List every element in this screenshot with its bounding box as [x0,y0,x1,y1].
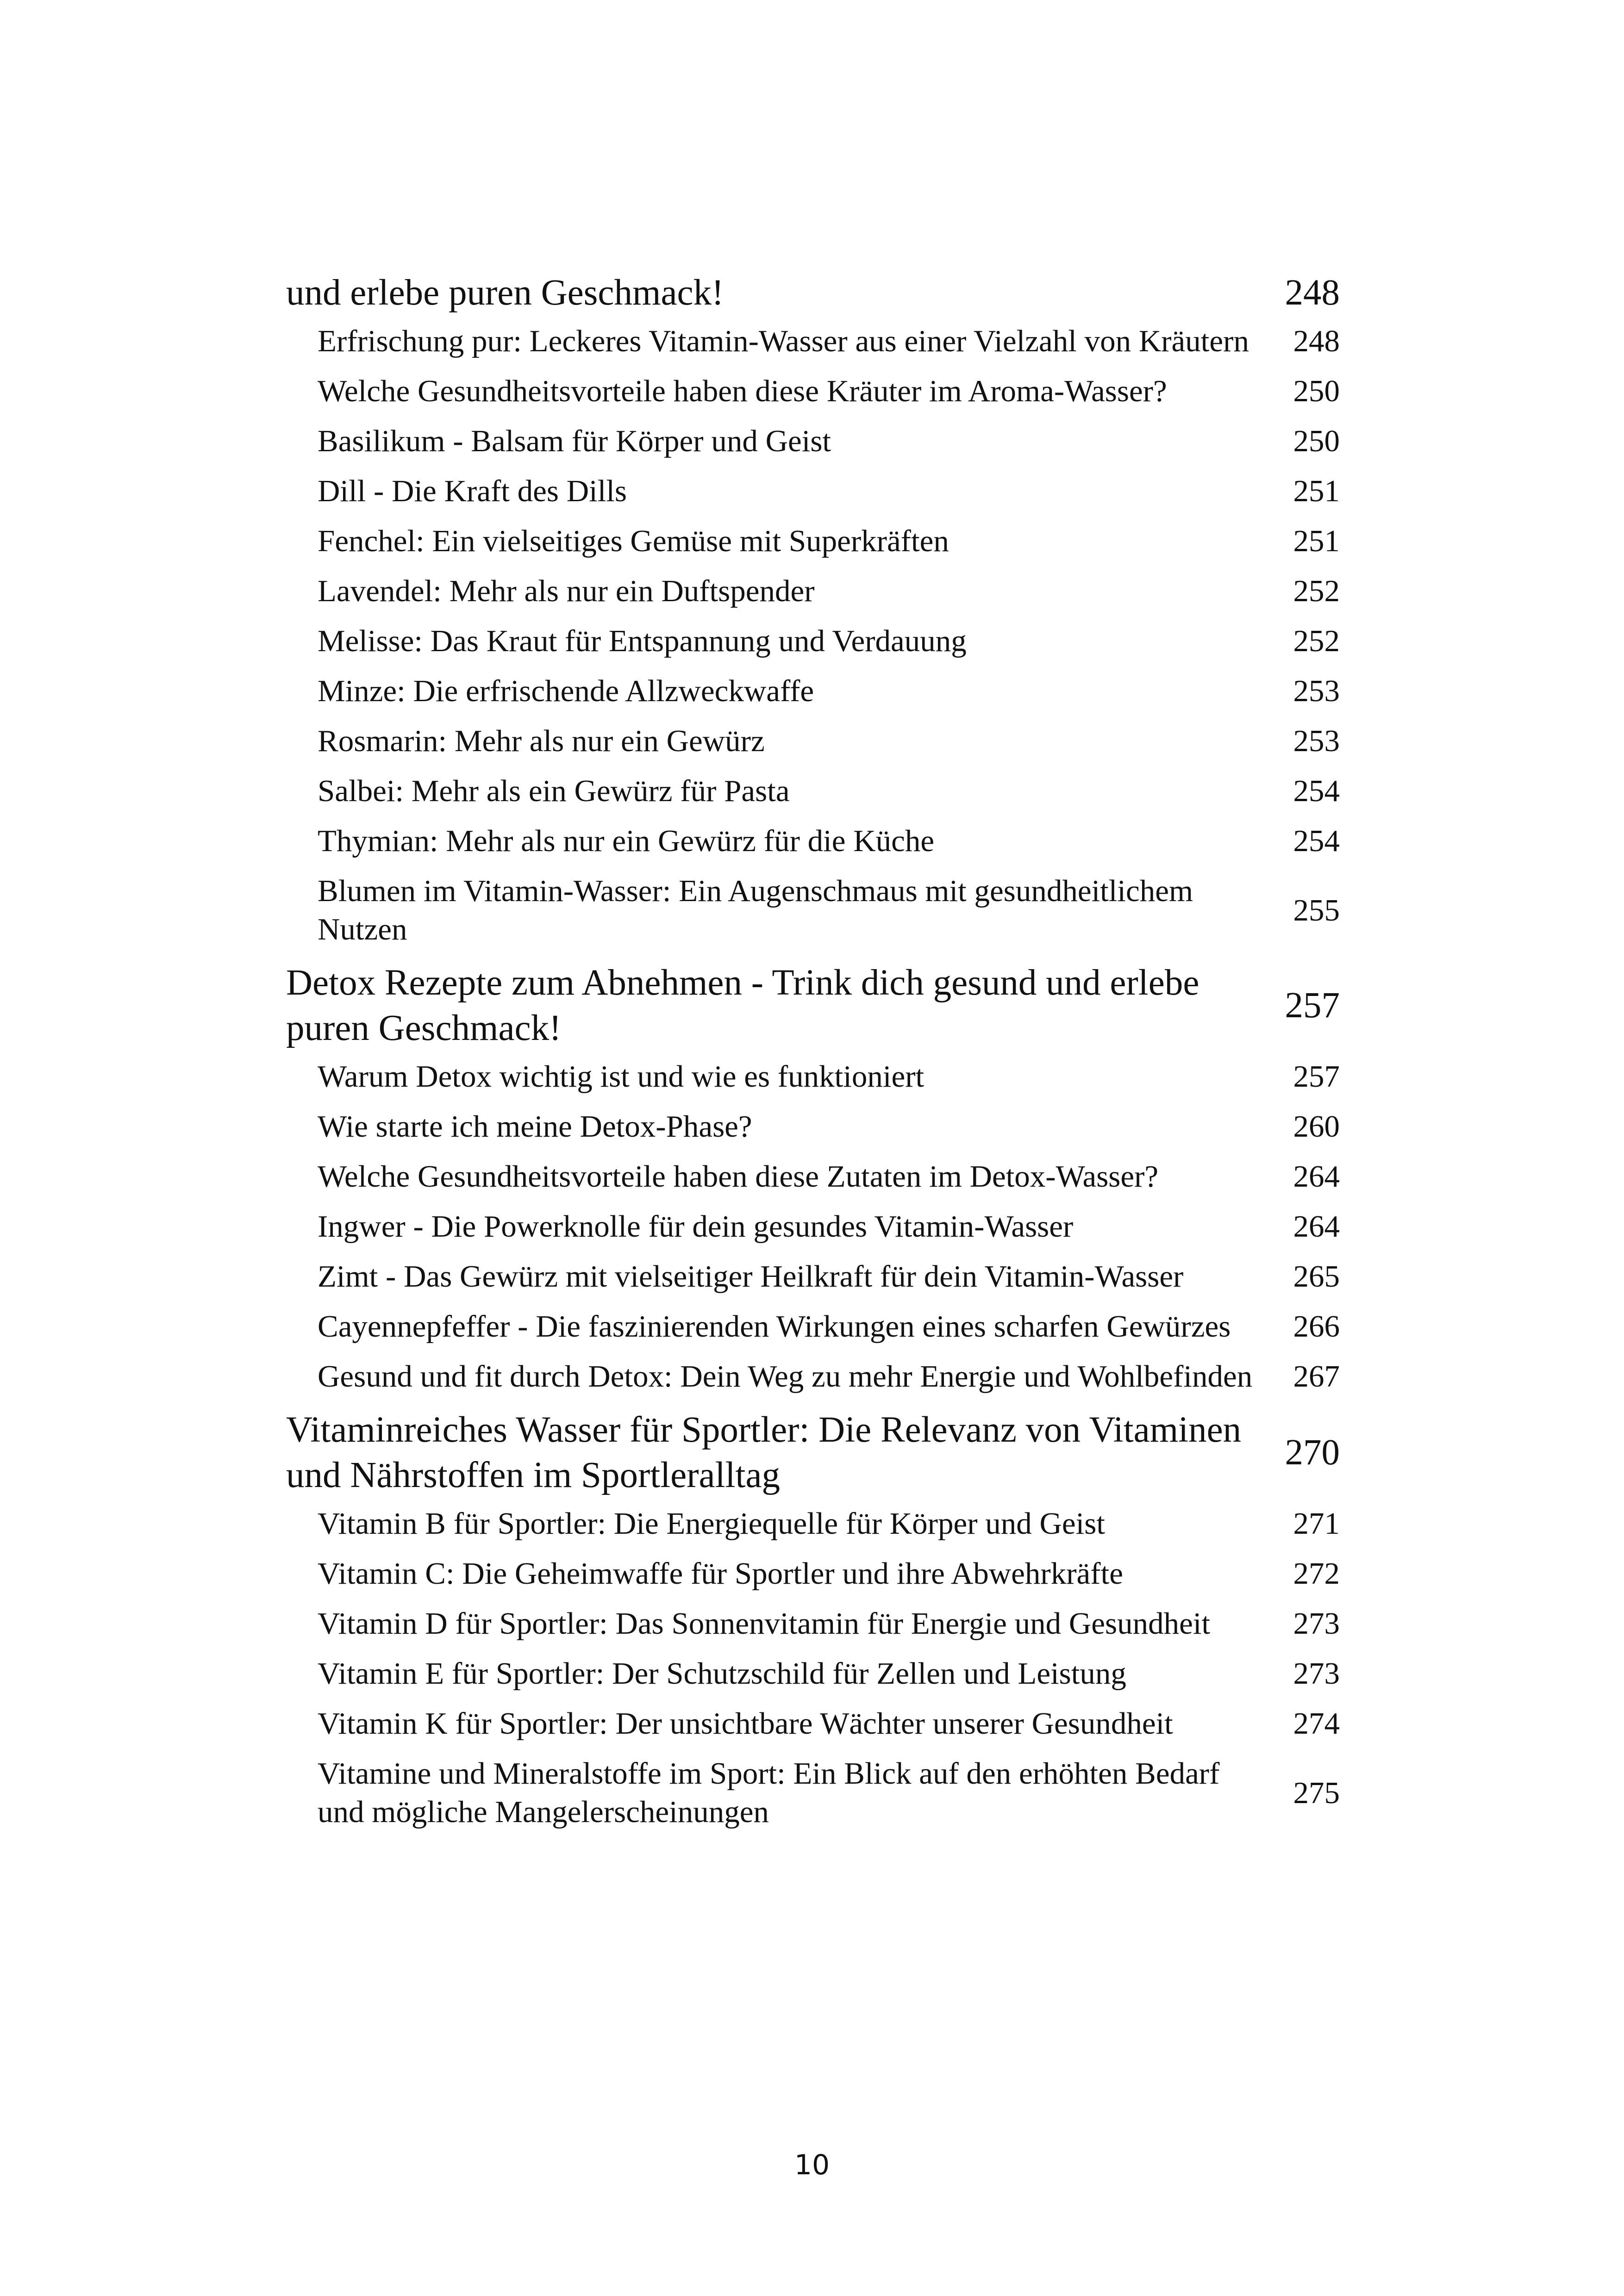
toc-entry-page: 264 [1293,1209,1340,1244]
toc-section-entry[interactable] [286,1307,1340,1346]
toc-section-entry[interactable] [286,1555,1340,1593]
toc-entry-page: 272 [1293,1556,1340,1591]
toc-entry-title: Vitamin C: Die Geheimwaffe für Sportler und ihre Abwehrkräfte [318,1556,1123,1591]
toc-entry-title: Salbei: Mehr als ein Gewürz für Pasta [318,774,790,808]
toc-section-entry[interactable] [286,822,1340,860]
toc-section-entry[interactable] [286,1705,1340,1743]
toc-entry-title: Vitamin K für Sportler: Der unsichtbare Wächter unserer Gesundheit [318,1706,1173,1741]
toc-entry-title: Thymian: Mehr als nur ein Gewürz für die Küche [318,824,935,858]
toc-section-entry[interactable] [286,1755,1340,1831]
toc-entry-title: Vitamine und Mineralstoffe im Sport: Ein Blick auf den erhöhten Bedarf und mögliche Mangelerscheinungen [318,1756,1220,1829]
toc-entry-title: Vitaminreiches Wasser für Sportler: Die Relevanz von Vitaminen und Nährstoffen im Sportleralltag [286,1410,1242,1495]
toc-entry-title: Ingwer - Die Powerknolle für dein gesundes Vitamin-Wasser [318,1209,1074,1244]
toc-entry-page: 251 [1293,474,1340,508]
toc-section-entry[interactable] [286,1058,1340,1096]
toc-section-entry[interactable] [286,1357,1340,1396]
toc-entry-title: Lavendel: Mehr als nur ein Duftspender [318,574,815,608]
toc-entry-page: 248 [1285,273,1340,313]
toc-section-entry[interactable] [286,722,1340,760]
toc-entry-title: Vitamin E für Sportler: Der Schutzschild für Zellen und Leistung [318,1656,1126,1691]
toc-section-entry[interactable] [286,1605,1340,1643]
toc-entry-page: 252 [1293,624,1340,658]
toc-entry-title: Basilikum - Balsam für Körper und Geist [318,424,831,458]
toc-section-entry[interactable] [286,772,1340,810]
toc-entry-title: Welche Gesundheitsvorteile haben diese Zutaten im Detox-Wasser? [318,1159,1159,1194]
toc-entry-page: 255 [1293,893,1340,927]
toc-entry-page: 248 [1293,324,1340,358]
toc-entry-title: Erfrischung pur: Leckeres Vitamin-Wasser aus einer Vielzahl von Kräutern [318,324,1249,358]
toc-entry-title: und erlebe puren Geschmack! [286,273,724,313]
toc-entry-page: 250 [1293,424,1340,458]
toc-section-entry[interactable] [286,522,1340,560]
toc-section-entry[interactable] [286,1207,1340,1246]
toc-entry-page: 274 [1293,1706,1340,1741]
toc-chapter-entry[interactable] [286,1407,1340,1498]
toc-entry-title: Detox Rezepte zum Abnehmen - Trink dich gesund und erlebe puren Geschmack! [286,963,1199,1048]
toc-section-entry[interactable] [286,1257,1340,1296]
toc-section-entry[interactable] [286,872,1340,949]
toc-entry-title: Cayennepfeffer - Die faszinierenden Wirkungen eines scharfen Gewürzes [318,1309,1231,1344]
toc-entry-title: Blumen im Vitamin-Wasser: Ein Augenschmaus mit gesundheitlichem Nutzen [318,874,1193,946]
toc-entry-title: Minze: Die erfrischende Allzweckwaffe [318,674,814,708]
toc-entry-page: 266 [1293,1309,1340,1344]
toc-section-entry[interactable] [286,472,1340,510]
toc-chapter-entry[interactable] [286,960,1340,1051]
toc-section-entry[interactable] [286,672,1340,710]
toc-entry-title: Vitamin B für Sportler: Die Energiequelle für Körper und Geist [318,1506,1105,1541]
toc-entry-title: Dill - Die Kraft des Dills [318,474,627,508]
toc-section-entry[interactable] [286,622,1340,660]
toc-entry-page: 275 [1293,1775,1340,1810]
toc-section-entry[interactable] [286,422,1340,460]
toc-entry-page: 252 [1293,574,1340,608]
page-number: 10 [794,2149,830,2181]
toc-section-entry[interactable] [286,1108,1340,1146]
toc-section-entry[interactable] [286,572,1340,610]
toc-entry-title: Welche Gesundheitsvorteile haben diese Kräuter im Aroma-Wasser? [318,374,1167,408]
toc-chapter-entry[interactable] [286,270,1340,316]
toc-entry-page: 257 [1293,1059,1340,1094]
toc-entry-title: Rosmarin: Mehr als nur ein Gewürz [318,724,765,758]
toc-entry-title: Melisse: Das Kraut für Entspannung und Verdauung [318,624,967,658]
toc-entry-title: Zimt - Das Gewürz mit vielseitiger Heilkraft für dein Vitamin-Wasser [318,1259,1184,1294]
toc-entry-title: Warum Detox wichtig ist und wie es funktioniert [318,1059,924,1094]
toc-entry-page: 271 [1293,1506,1340,1541]
toc-entry-page: 265 [1293,1259,1340,1294]
toc-entry-title: Fenchel: Ein vielseitiges Gemüse mit Superkräften [318,524,949,558]
toc-entry-page: 253 [1293,724,1340,758]
table-of-contents [286,270,1340,1843]
toc-section-entry[interactable] [286,322,1340,361]
toc-entry-page: 250 [1293,374,1340,408]
toc-entry-page: 273 [1293,1656,1340,1691]
toc-entry-title: Gesund und fit durch Detox: Dein Weg zu mehr Energie und Wohlbefinden [318,1359,1253,1394]
toc-section-entry[interactable] [286,1505,1340,1543]
toc-entry-page: 273 [1293,1606,1340,1641]
toc-entry-page: 254 [1293,774,1340,808]
toc-entry-title: Wie starte ich meine Detox-Phase? [318,1109,752,1144]
toc-entry-page: 254 [1293,824,1340,858]
toc-section-entry[interactable] [286,1157,1340,1196]
toc-entry-page: 270 [1285,1432,1340,1473]
toc-entry-page: 257 [1285,985,1340,1026]
toc-entry-page: 260 [1293,1109,1340,1144]
toc-section-entry[interactable] [286,1655,1340,1693]
toc-section-entry[interactable] [286,372,1340,411]
toc-entry-page: 251 [1293,524,1340,558]
toc-entry-page: 264 [1293,1159,1340,1194]
toc-entry-page: 253 [1293,674,1340,708]
toc-entry-title: Vitamin D für Sportler: Das Sonnenvitamin für Energie und Gesundheit [318,1606,1211,1641]
toc-entry-page: 267 [1293,1359,1340,1394]
